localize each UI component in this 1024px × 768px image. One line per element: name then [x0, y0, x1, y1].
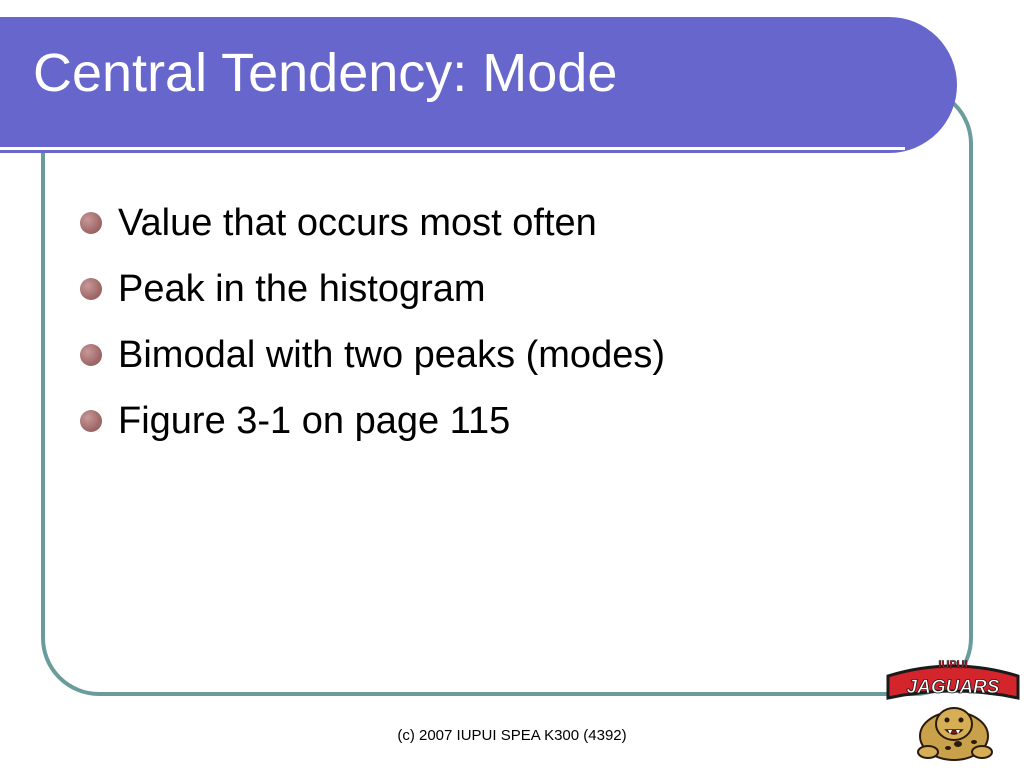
- bullet-list: [80, 190, 665, 454]
- bullet-text: Bimodal with two peaks (modes): [118, 334, 665, 376]
- jaguar-mascot: [918, 708, 992, 760]
- bullet-text: Figure 3-1 on page 115: [118, 400, 511, 442]
- bullet-dot-icon: [80, 410, 102, 432]
- bullet-item: [80, 190, 665, 256]
- slide-title: Central Tendency: Mode: [33, 43, 618, 103]
- bullet-item: [80, 256, 665, 322]
- logo-top-text: IUPUI: [938, 659, 968, 671]
- footer-text: (c) 2007 IUPUI SPEA K300 (4392): [397, 727, 627, 744]
- jaguars-logo-icon: [884, 654, 1022, 766]
- bullet-dot-icon: [80, 212, 102, 234]
- bullet-dot-icon: [80, 278, 102, 300]
- bullet-dot-icon: [80, 344, 102, 366]
- title-underline: [0, 147, 905, 150]
- bullet-text: Peak in the histogram: [118, 268, 486, 310]
- logo-main-text: JAGUARS: [906, 677, 1000, 698]
- bullet-text: Value that occurs most often: [118, 202, 597, 244]
- bullet-item: [80, 388, 665, 454]
- bullet-item: [80, 322, 665, 388]
